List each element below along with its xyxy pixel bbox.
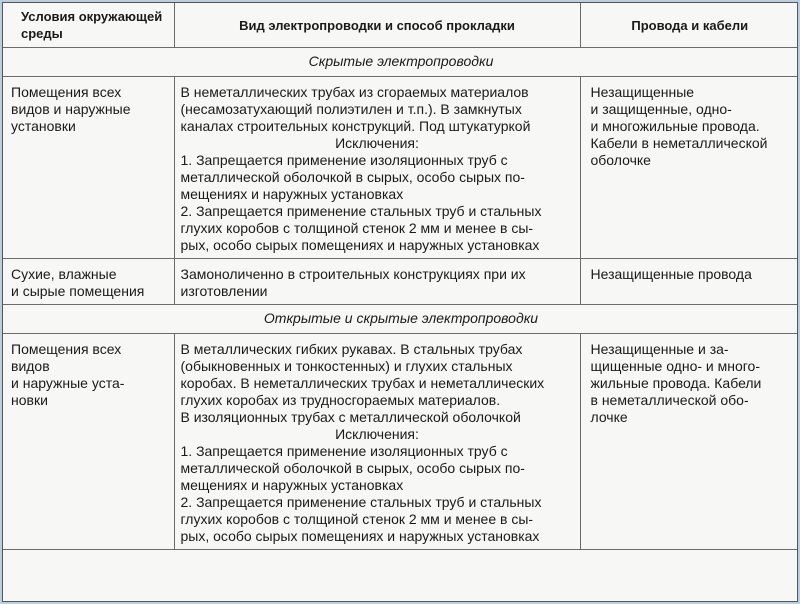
section-row <box>3 48 798 77</box>
conditions-cell: Помещения всех видов и наружные уста- новки <box>3 334 174 550</box>
conditions-cell: Сухие, влажные и сырые помещения <box>3 259 174 305</box>
exceptions-title: Исключения: <box>335 426 419 442</box>
section-row <box>3 305 798 334</box>
header-wires: Провода и кабели <box>580 3 798 48</box>
conditions-cell: Помещения всех видов и наружные установки <box>3 77 174 259</box>
header-conditions: Условия окружающей среды <box>3 3 174 48</box>
table-row <box>3 259 798 305</box>
table-frame <box>2 2 798 602</box>
method-cell: В неметаллических трубах из сгораемых материалов (несамозатухающий полиэтилен и т.п.). В замкнутых каналах строительных конструкций. Под штукатуркой Исключения: 1. Запрещается применение изоляционных труб с металлической оболочкой в сырых, особо сырых по- мещениях и наружных установках 2. Запрещается применение стальных труб и стальных глухих коробов с толщиной стенок 2 мм и менее в сы- рых, особо сырых помещениях и наружных установках <box>174 77 580 259</box>
table-row <box>3 77 798 259</box>
section-title: Скрытые электропроводки <box>3 48 798 77</box>
wires-cell: Незащищенные провода <box>580 259 798 305</box>
exceptions-title: Исключения: <box>335 135 419 151</box>
wiring-table <box>3 3 798 550</box>
table-row <box>3 334 798 550</box>
header-method: Вид электропроводки и способ прокладки <box>174 3 580 48</box>
wires-cell: Незащищенные и за- щищенные одно- и много- жильные провода. Кабели в неметаллической обо- лочке <box>580 334 798 550</box>
method-cell: Замоноличенно в строительных конструкциях при их изготовлении <box>174 259 580 305</box>
section-title: Открытые и скрытые электропроводки <box>3 305 798 334</box>
wires-cell: Незащищенные и защищенные, одно- и многожильные провода. Кабели в неметаллической оболочке <box>580 77 798 259</box>
header-row <box>3 3 798 48</box>
method-cell: В металлических гибких рукавах. В стальных трубах (обыкновенных и тонкостенных) и глухих стальных коробах. В неметаллических трубах и неметаллических глухих коробах из трудносгораемых материалов. В изоляционных трубах с металлической оболочкой Исключения: 1. Запрещается применение изоляционных труб с металлической оболочкой в сырых, особо сырых по- мещениях и наружных установках 2. Запрещается применение стальных труб и стальных глухих коробов с толщиной стенок 2 мм и менее в сы- рых, особо сырых помещениях и наружных установках <box>174 334 580 550</box>
